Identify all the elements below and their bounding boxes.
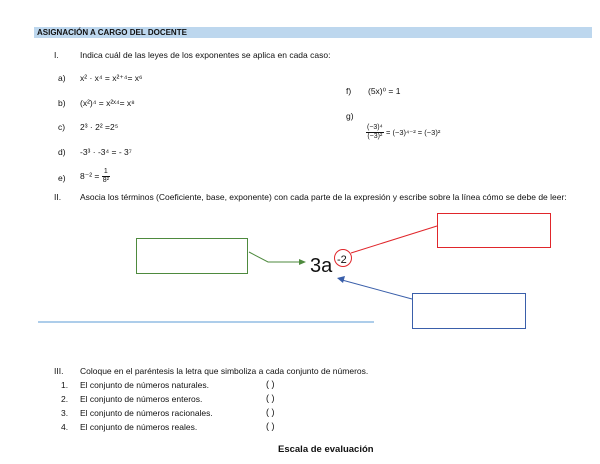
section-1-numeral: I. xyxy=(54,50,59,60)
item-g-letter: g) xyxy=(346,111,354,121)
section-3-instruction: Coloque en el paréntesis la letra que simboliza a cada conjunto de números. xyxy=(80,366,369,376)
section-2-instruction: Asocia los términos (Coeficiente, base, exponente) con cada parte de la expresión y escribe sobre la línea cómo se debe de leer: xyxy=(80,192,567,202)
item-a-letter: a) xyxy=(58,73,66,83)
expression-base: 3a xyxy=(310,255,333,277)
set-item-2-number: 2. xyxy=(61,394,69,404)
green-arrow xyxy=(249,252,306,265)
page-title: ASIGNACIÓN A CARGO DEL DOCENTE xyxy=(37,28,187,37)
item-c-letter: c) xyxy=(58,122,66,132)
set-item-1-number: 1. xyxy=(61,380,69,390)
item-c-expression: 2³ · 2² =2⁵ xyxy=(80,122,119,132)
item-g-numerator: (−3)⁴ xyxy=(367,124,383,131)
set-item-3-text: El conjunto de números racionales. xyxy=(80,408,213,418)
item-d-letter: d) xyxy=(58,147,66,157)
set-item-1-answer[interactable]: ( ) xyxy=(266,379,275,389)
expression-exponent: -2 xyxy=(337,254,347,266)
item-e-denominator: 8² xyxy=(102,177,109,184)
item-g-suffix: = (−3)⁴⁻² = (−3)² xyxy=(386,127,441,137)
item-e-letter: e) xyxy=(58,173,66,183)
item-g-denominator: (−3)² xyxy=(367,133,383,140)
item-e-prefix: 8⁻² = xyxy=(80,170,100,181)
set-item-4-answer[interactable]: ( ) xyxy=(266,421,275,431)
item-b-letter: b) xyxy=(58,98,66,108)
set-item-2-text: El conjunto de números enteros. xyxy=(80,394,203,404)
set-item-2-answer[interactable]: ( ) xyxy=(266,393,275,403)
set-item-1-text: El conjunto de números naturales. xyxy=(80,380,209,390)
set-item-4-text: El conjunto de números reales. xyxy=(80,422,198,432)
set-item-3-number: 3. xyxy=(61,408,69,418)
section-3-numeral: III. xyxy=(54,366,64,376)
item-f-expression: (5x)⁰ = 1 xyxy=(368,86,401,96)
blue-arrow xyxy=(337,276,412,299)
item-b-expression: (x²)⁴ = x²ˣ⁴= x⁸ xyxy=(80,98,135,108)
set-item-4-number: 4. xyxy=(61,422,69,432)
section-1-instruction: Indica cuál de las leyes de los exponentes se aplica en cada caso: xyxy=(80,50,331,60)
red-circle-and-line xyxy=(335,226,438,267)
item-d-expression: -3³ · -3⁴ = - 3⁷ xyxy=(80,147,132,157)
section-2-numeral: II. xyxy=(54,192,62,202)
item-e-numerator: 1 xyxy=(102,168,110,177)
evaluation-scale-title: Escala de evaluación xyxy=(278,444,374,455)
item-a-expression: x² · x⁴ = x²⁺⁴= x⁶ xyxy=(80,73,143,83)
set-item-3-answer[interactable]: ( ) xyxy=(266,407,275,417)
item-f-letter: f) xyxy=(346,86,352,96)
